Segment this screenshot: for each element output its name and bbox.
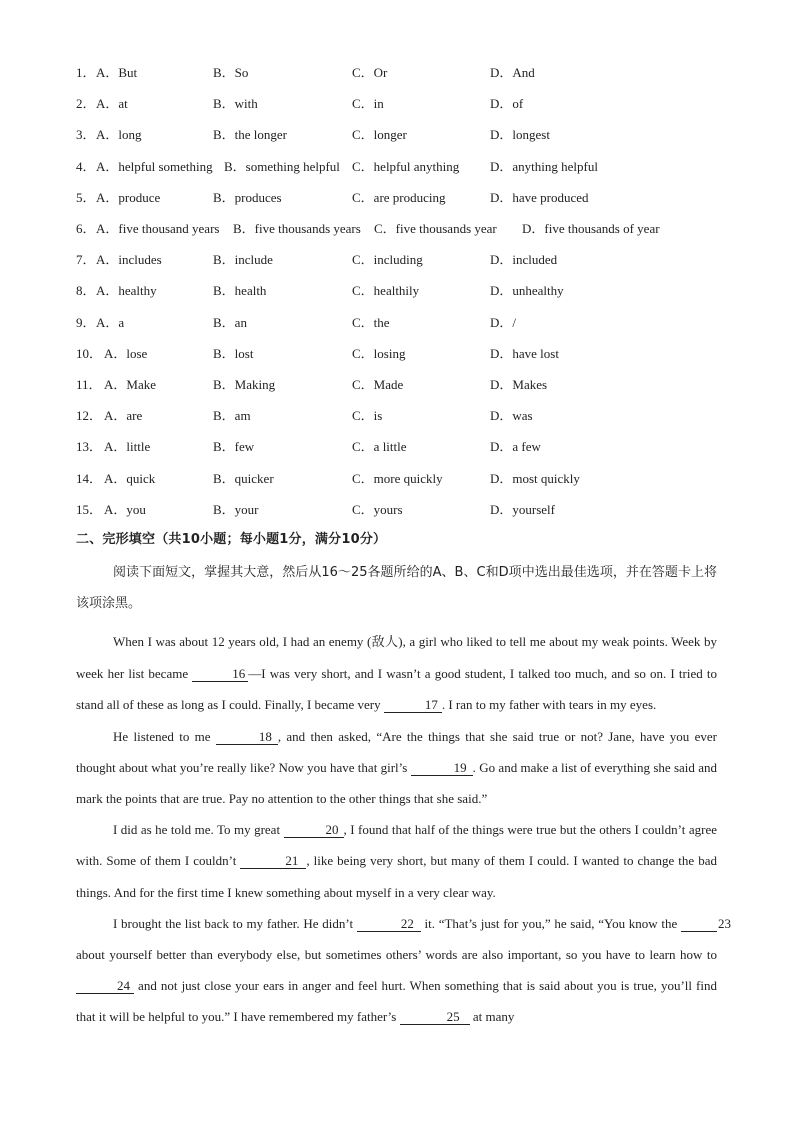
option-a: A．long	[96, 127, 142, 143]
option-b: B．your	[213, 501, 259, 517]
option-b: B．So	[213, 65, 249, 80]
option-b: B．few	[213, 439, 255, 455]
question-number: 15．	[76, 501, 103, 517]
option-c: C．yours	[352, 501, 403, 517]
question-number: 13．	[76, 439, 103, 455]
option-c: C．is	[352, 408, 383, 424]
option-a: A．are	[104, 408, 143, 424]
question-number: 6．	[76, 221, 96, 236]
option-a: A．includes	[96, 252, 162, 268]
blank-19: 19	[411, 761, 473, 776]
blank-23: 23	[681, 917, 717, 932]
option-d: D．have lost	[490, 345, 559, 361]
option-a: A．you	[104, 501, 146, 517]
option-b: B．include	[213, 252, 273, 268]
option-d: D．included	[490, 252, 558, 268]
option-a: A．a	[96, 314, 125, 330]
passage-text: , like being very short, but many of them I could. I wanted to change the bad things. And for the first time I knew something about myself in a very clear way.	[76, 853, 717, 900]
passage-paragraph-2	[76, 721, 717, 815]
passage-text: —I was very short, and I wasn’t a good student, I talked too much, and so on. I tried to stand all of these as long as I could. Finally, I became very	[76, 666, 717, 713]
blank-20: 20	[284, 823, 344, 838]
passage-text: . I ran to my father with tears in my eyes.	[441, 697, 657, 713]
option-d: D．a few	[490, 439, 541, 455]
option-b: B．an	[213, 314, 247, 330]
option-c: C．in	[352, 96, 384, 112]
option-a: A．quick	[104, 470, 156, 486]
option-a: A．helpful something	[96, 158, 213, 174]
option-d: D．was	[490, 408, 533, 424]
blank-24: 24	[76, 979, 134, 994]
option-a: A．produce	[96, 189, 161, 205]
question-number: 8．	[76, 283, 96, 299]
blank-22: 22	[357, 917, 421, 932]
option-c: C．more quickly	[352, 470, 443, 486]
passage-text: about yourself better than everybody else, but sometimes others’ words are also important, so you have to learn how to	[76, 947, 717, 963]
section-title: 二、完形填空（共10小题；每小题1分，满分10分）	[76, 532, 387, 547]
question-number: 11．	[76, 377, 102, 392]
passage-text: When I was about 12 years old, I had an enemy (	[113, 634, 372, 649]
blank-18: 18	[216, 730, 278, 745]
option-b: B．quicker	[213, 470, 274, 486]
instruction-text: 阅读下面短文，掌握其大意，然后从16～25各题所给的A、B、C和D项中选出最佳选项，并在答题卡上将该项涂黑。	[76, 565, 717, 612]
option-d: D．/	[490, 314, 517, 330]
option-c: C．the	[352, 314, 390, 330]
option-b: B．five thousands years	[233, 221, 361, 236]
passage-text: , I found that half of the things were true but the others I couldn’t agree with. Some of them I couldn’t	[76, 822, 717, 869]
option-d: D．anything helpful	[490, 158, 598, 174]
option-a: A．lose	[104, 345, 148, 361]
option-b: B．the longer	[213, 127, 288, 143]
blank-21: 21	[240, 854, 306, 869]
instruction-paragraph	[76, 557, 717, 619]
option-d: D．yourself	[490, 501, 555, 517]
blank-25: 25	[400, 1010, 470, 1025]
chinese-gloss: 敌人	[371, 635, 399, 650]
option-c: C．a little	[352, 439, 407, 455]
option-b: B．lost	[213, 345, 254, 361]
passage-text: I brought the list back to my father. He didn’t	[113, 915, 357, 931]
question-number: 5．	[76, 189, 96, 205]
option-c: C．including	[352, 252, 423, 268]
passage-text: He listened to me	[113, 728, 216, 744]
option-d: D．Makes	[490, 377, 548, 392]
option-c: C．Or	[352, 65, 388, 80]
option-d: D．of	[490, 96, 524, 112]
option-d: D．longest	[490, 127, 550, 143]
option-a: A．five thousand years	[96, 221, 220, 236]
option-d: D．five thousands of year	[522, 221, 660, 236]
option-c: C．longer	[352, 127, 407, 143]
question-number: 9．	[76, 314, 96, 330]
option-b: B．am	[213, 408, 251, 424]
option-a: A．at	[96, 96, 128, 112]
option-d: D．have produced	[490, 189, 589, 205]
question-number: 10．	[76, 345, 103, 361]
passage-paragraph-1	[76, 626, 717, 721]
question-number: 7．	[76, 252, 96, 268]
passage-text: it. “That’s just for you,” he said, “You know the	[420, 915, 681, 931]
passage-paragraph-3	[76, 814, 717, 908]
option-a: A．healthy	[96, 283, 157, 299]
option-d: D．most quickly	[490, 470, 580, 486]
passage-text: I did as he told me. To my great	[113, 822, 284, 838]
question-number: 4．	[76, 158, 96, 174]
blank-17: 17	[384, 698, 442, 713]
question-number: 1．	[76, 65, 96, 80]
option-c: C．five thousands year	[374, 221, 497, 236]
option-c: C．Made	[352, 377, 404, 392]
option-b: B．produces	[213, 189, 282, 205]
passage-text: at many	[469, 1009, 515, 1025]
option-c: C．helpful anything	[352, 158, 460, 174]
option-d: D．And	[490, 65, 535, 80]
passage-text: , and then asked, “Are the things that she said true or not? Jane, have you ever thought about what you’re really like? Now you have that girl’s	[76, 728, 717, 775]
passage	[76, 626, 731, 1033]
passage-text: and not just close your ears in anger and feel hurt. When something that is said about you is true, you’ll find that it will be helpful to you.” I have remembered my father’s	[76, 978, 717, 1025]
option-c: C．losing	[352, 345, 406, 361]
blank-16: 16	[192, 667, 248, 682]
question-number: 14．	[76, 470, 103, 486]
option-a: A．Make	[104, 377, 156, 392]
option-c: C．are producing	[352, 189, 446, 205]
option-a: A．But	[96, 65, 138, 80]
option-b: B．Making	[213, 377, 276, 392]
passage-paragraph-4	[76, 908, 731, 1033]
question-number: 12．	[76, 408, 103, 424]
option-b: B．something helpful	[224, 158, 340, 174]
option-d: D．unhealthy	[490, 283, 564, 299]
passage-text: . Go and make a list of everything she said and mark the points that are true. Pay no attention to the other things that she said.”	[76, 759, 717, 807]
option-b: B．with	[213, 96, 258, 112]
question-number: 3．	[76, 127, 96, 143]
option-a: A．little	[104, 439, 151, 455]
option-c: C．healthily	[352, 283, 420, 299]
option-b: B．health	[213, 283, 267, 299]
question-number: 2．	[76, 96, 96, 112]
passage-text: ), a girl who liked to tell me about my weak points. Week by week her list became	[76, 634, 717, 682]
